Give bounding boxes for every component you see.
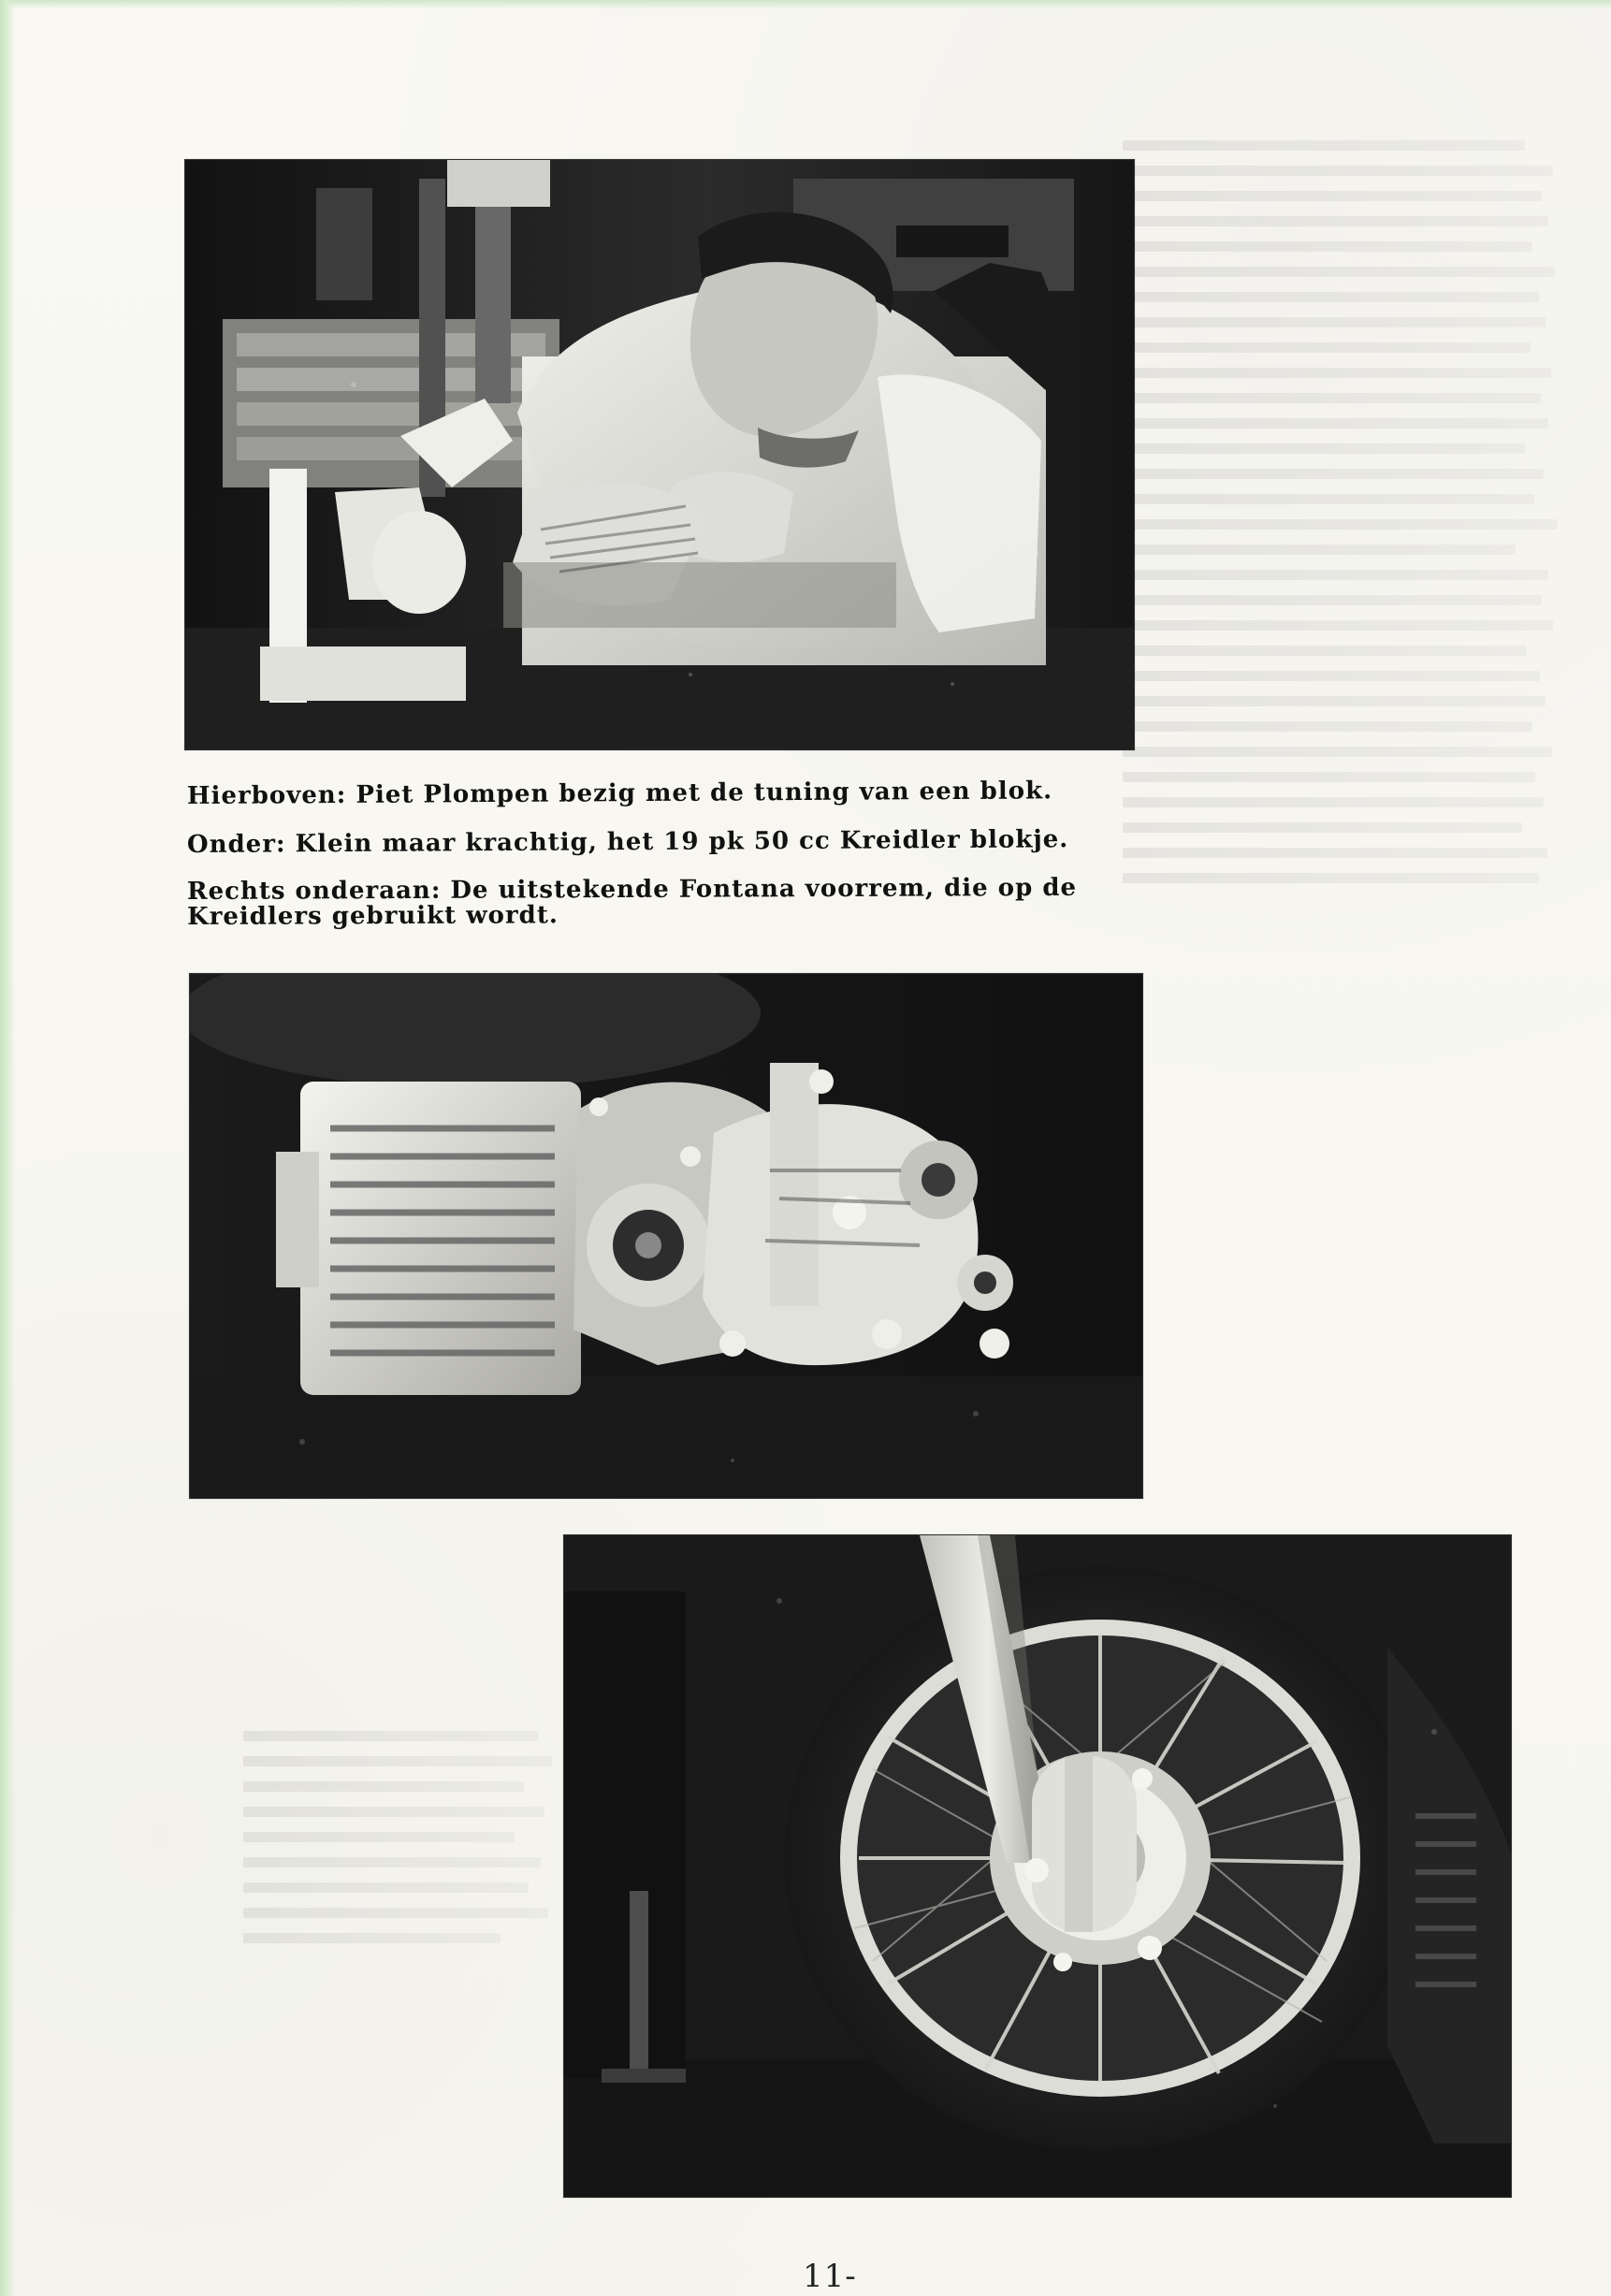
show-through-line bbox=[1123, 747, 1552, 757]
show-through-line bbox=[243, 1807, 544, 1817]
show-through-line bbox=[243, 1882, 529, 1893]
show-through-line bbox=[1123, 519, 1558, 530]
show-through-text-block-lower bbox=[243, 1731, 580, 2040]
engine-photo-drawing bbox=[190, 974, 1142, 1498]
show-through-line bbox=[1123, 848, 1547, 858]
left-paper-edge bbox=[0, 0, 15, 2296]
show-through-line bbox=[1123, 620, 1553, 631]
show-through-line bbox=[1123, 267, 1555, 277]
caption-block bbox=[186, 777, 1141, 952]
show-through-line bbox=[1123, 140, 1525, 151]
caption-top-photo: Hierboven: Piet Plompen bezig met de tuning van een blok. bbox=[186, 777, 1053, 810]
show-through-line bbox=[1123, 772, 1535, 782]
show-through-line bbox=[1123, 671, 1540, 681]
show-through-line bbox=[1123, 595, 1542, 605]
show-through-line bbox=[1123, 418, 1548, 429]
show-through-line bbox=[1123, 469, 1544, 479]
caption-middle-photo: Onder: Klein maar krachtig, het 19 pk 50 cc Kreidler blokje. bbox=[186, 825, 1069, 859]
show-through-line bbox=[243, 1756, 552, 1766]
show-through-line bbox=[1123, 494, 1534, 504]
show-through-line bbox=[1123, 873, 1539, 883]
show-through-line bbox=[1123, 443, 1525, 454]
caption-bottom-photo: Rechts onderaan: De uitstekende Fontana voorrem, die op de Kreidlers gebruikt wordt. bbox=[186, 873, 1078, 932]
show-through-line bbox=[1123, 545, 1516, 555]
top-paper-edge bbox=[0, 0, 1611, 9]
show-through-line bbox=[1123, 342, 1531, 353]
photo-kreidler-engine bbox=[189, 973, 1143, 1499]
show-through-line bbox=[1123, 721, 1532, 732]
show-through-line bbox=[1123, 216, 1548, 226]
show-through-line bbox=[1123, 292, 1539, 302]
show-through-line bbox=[243, 1857, 541, 1867]
show-through-line bbox=[1123, 241, 1532, 252]
show-through-line bbox=[1123, 317, 1546, 327]
show-through-line bbox=[1123, 166, 1553, 176]
wheel-photo-drawing bbox=[564, 1535, 1511, 2197]
page-number: 11- bbox=[803, 2258, 857, 2295]
show-through-line bbox=[243, 1908, 548, 1918]
show-through-line bbox=[243, 1832, 515, 1842]
show-through-line bbox=[243, 1933, 501, 1943]
workshop-photo-drawing bbox=[185, 160, 1134, 749]
show-through-line bbox=[1123, 822, 1522, 833]
show-through-line bbox=[1123, 797, 1544, 807]
show-through-line bbox=[243, 1781, 524, 1792]
photo-workshop-tuning bbox=[184, 159, 1135, 750]
show-through-line bbox=[1123, 368, 1551, 378]
photo-fontana-front-brake bbox=[563, 1534, 1512, 2198]
show-through-line bbox=[1123, 696, 1546, 706]
show-through-line bbox=[243, 1731, 538, 1741]
show-through-line bbox=[1123, 570, 1548, 580]
show-through-line bbox=[1123, 191, 1542, 201]
show-through-line bbox=[1123, 646, 1527, 656]
show-through-line bbox=[1123, 393, 1541, 403]
show-through-text-block bbox=[1123, 140, 1562, 1310]
